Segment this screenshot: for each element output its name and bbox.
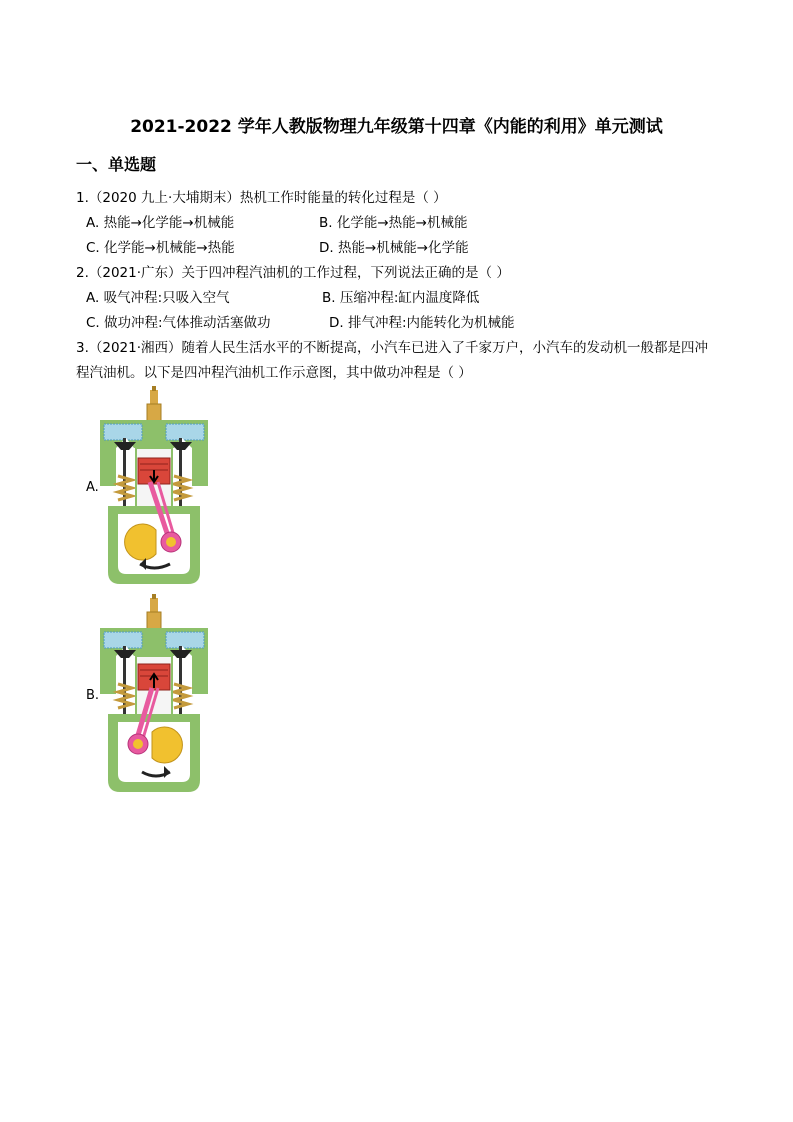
question-1-option-c: C. 化学能→机械能→热能 <box>86 240 235 256</box>
question-1-option-b: B. 化学能→热能→机械能 <box>319 215 468 231</box>
question-3-option-a-label: A. <box>86 480 99 495</box>
section-title: 一、单选题 <box>76 155 157 174</box>
question-2-option-b: B. 压缩冲程:缸内温度降低 <box>322 290 480 306</box>
question-1-option-a: A. 热能→化学能→机械能 <box>86 215 235 231</box>
question-1-option-d: D. 热能→机械能→化学能 <box>319 240 469 256</box>
question-2-option-a: A. 吸气冲程:只吸入空气 <box>86 290 230 306</box>
question-2-stem: 2.（2021·广东）关于四冲程汽油机的工作过程，下列说法正确的是（ ） <box>76 265 510 281</box>
question-3-option-b-label: B. <box>86 688 100 703</box>
engine-stroke-piston-up-icon <box>96 594 212 794</box>
page-title: 2021-2022 学年人教版物理九年级第十四章《内能的利用》单元测试 <box>130 117 663 137</box>
question-3-stem-line-2: 程汽油机。以下是四冲程汽油机工作示意图，其中做功冲程是（ ） <box>76 365 472 381</box>
question-3-stem-line-1: 3.（2021·湘西）随着人民生活水平的不断提高，小汽车已进入了千家万户，小汽车的发动机一般都是四冲 <box>76 340 709 356</box>
engine-stroke-piston-down-icon <box>96 386 212 586</box>
question-2-option-c: C. 做功冲程:气体推动活塞做功 <box>86 315 271 331</box>
question-2-option-d: D. 排气冲程:内能转化为机械能 <box>329 315 515 331</box>
question-1-stem: 1.（2020 九上·大埔期末）热机工作时能量的转化过程是（ ） <box>76 190 447 206</box>
